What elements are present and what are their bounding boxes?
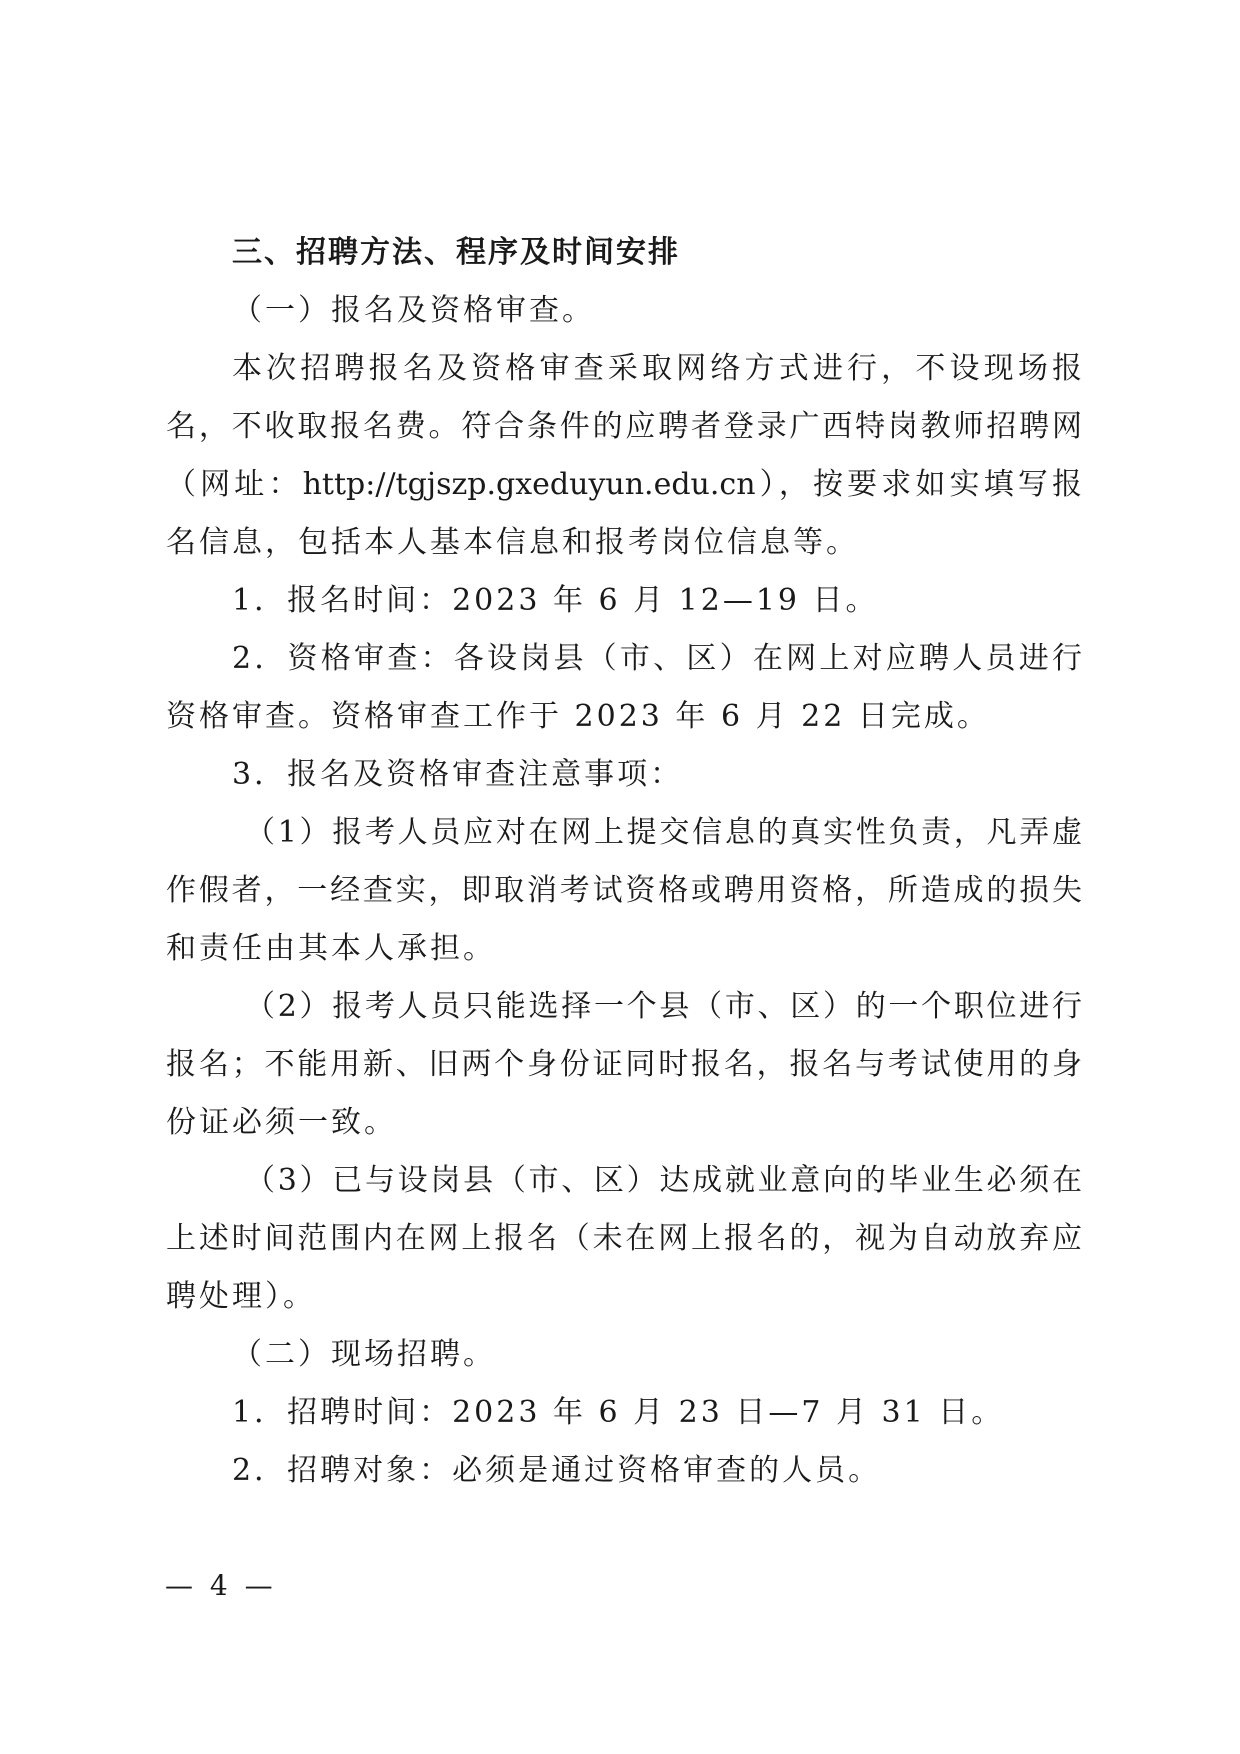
paragraph-line: 名，不收取报名费。符合条件的应聘者登录广西特岗教师招聘网 [166, 409, 1082, 444]
paragraph-line-url: （网址：http://tgjszp.gxeduyun.edu.cn），按要求如实填写报 [166, 467, 1082, 502]
paragraph-line: 资格审查。资格审查工作于 2023 年 6 月 22 日完成。 [166, 699, 990, 734]
paragraph-line: 上述时间范围内在网上报名（未在网上报名的，视为自动放弃应 [166, 1221, 1082, 1256]
list-item-recruitment-time: 1．招聘时间：2023 年 6 月 23 日—7 月 31 日。 [232, 1395, 1005, 1430]
list-item-notes: 3．报名及资格审查注意事项： [232, 757, 684, 792]
paragraph-line: 作假者，一经查实，即取消考试资格或聘用资格，所造成的损失 [166, 873, 1082, 908]
page-number: — 4 — [165, 1569, 277, 1602]
paragraph-line: 本次招聘报名及资格审查采取网络方式进行，不设现场报 [232, 351, 1082, 386]
paragraph-line: 和责任由其本人承担。 [166, 931, 496, 966]
list-item-recruitment-target: 2．招聘对象：必须是通过资格审查的人员。 [232, 1453, 882, 1488]
paragraph-line: 报名；不能用新、旧两个身份证同时报名，报名与考试使用的身 [166, 1047, 1082, 1082]
paragraph-line: 份证必须一致。 [166, 1105, 397, 1140]
note-item-1: （1）报考人员应对在网上提交信息的真实性负责，凡弄虚 [245, 815, 1082, 850]
list-item-qualification-review: 2．资格审查：各设岗县（市、区）在网上对应聘人员进行 [232, 641, 1082, 676]
paragraph-line: 名信息，包括本人基本信息和报考岗位信息等。 [166, 525, 859, 560]
section-heading: 三、招聘方法、程序及时间安排 [232, 235, 680, 270]
list-item-registration-time: 1．报名时间：2023 年 6 月 12—19 日。 [232, 583, 879, 618]
note-item-3: （3）已与设岗县（市、区）达成就业意向的毕业生必须在 [245, 1163, 1082, 1198]
subsection-heading-registration: （一）报名及资格审查。 [232, 293, 595, 328]
paragraph-line: 聘处理）。 [166, 1279, 316, 1314]
subsection-heading-onsite: （二）现场招聘。 [232, 1337, 496, 1372]
note-item-2: （2）报考人员只能选择一个县（市、区）的一个职位进行 [245, 989, 1082, 1024]
